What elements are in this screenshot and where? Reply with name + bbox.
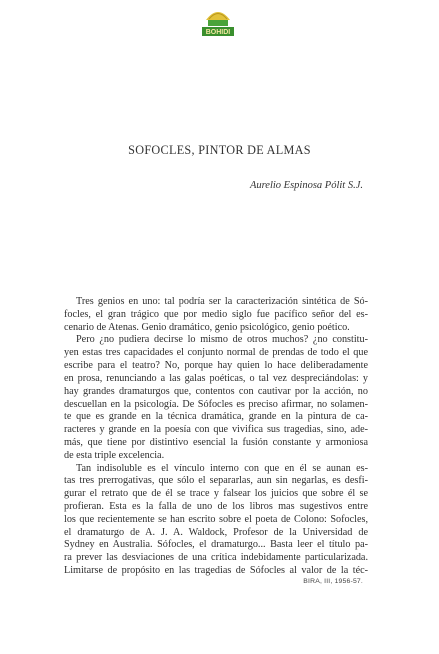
logo-emblem-icon — [200, 6, 236, 40]
body-line: yen estas tres capacidades el conjunto normal de prendas de todo el que — [64, 347, 368, 359]
logo-text: BOHIDI — [205, 29, 231, 37]
journal-citation: BIRA, III, 1956-57. — [303, 578, 363, 585]
author-byline: Aurelio Espinosa Pólit S.J. — [249, 180, 363, 191]
body-line: cenario de Atenas. Genio dramático, genio psicológico, genio poético. — [64, 321, 350, 333]
body-line: de esta triple excelencia. — [64, 449, 165, 461]
body-line: Sydney en Australia. Sófocles, el dramaturgo... Basta leer el título pa- — [64, 539, 368, 551]
body-line: el dramaturgo de A. J. A. Waldock, Profesor de la Universidad de — [64, 526, 368, 538]
body-line: descuellan en la psicología. De Sófocles es preciso afirmar, no solamen- — [64, 398, 368, 410]
logo-upper-band — [208, 20, 228, 26]
body-line: hay grandes dramaturgos que, contentos con cautivar por la acción, no — [64, 385, 368, 397]
body-line: gurar el retrato que de él se trace y falsear los juicios que sobre él se — [64, 488, 368, 500]
body-line: focles, el gran trágico que por medio siglo fue pacífico señor del es- — [64, 308, 368, 320]
body-line: en prosa, renunciando a las galas poéticas, o tal vez despreciándolas: y — [64, 372, 368, 384]
body-line: escribe para el teatro? No, porque hay quien lo hace deliberadamente — [64, 360, 368, 372]
body-line: Pero ¿no pudiera decirse lo mismo de otros muchos? ¿no constitu- — [76, 334, 368, 346]
body-line: tas tres prerrogativas, que sólo el separarlas, aun sin negarlas, es desfi- — [64, 475, 368, 487]
body-line: Limitarse de propósito en las tragedias de Sófocles al valor de la téc- — [64, 565, 368, 577]
body-line: profieran. Esta es la falla de uno de los libros mas sugestivos entre — [64, 501, 368, 512]
body-line: más, que tiene por distintivo esencial la fusión constante y armoniosa — [64, 436, 368, 448]
body-line: los que recientemente se han escrito sobre el poeta de Colono: Sofocles, — [64, 513, 368, 525]
body-line: te que es grande en la técnica dramática, grande en la pintura de ca- — [64, 411, 368, 423]
body-line: Tres genios en uno: tal podría ser la caracterización sintética de Só- — [76, 296, 368, 307]
body-line: Tan indisoluble es el vínculo interno con que en él se aunan es- — [76, 462, 368, 474]
article-title: SOFOCLES, PINTOR DE ALMAS — [128, 143, 311, 157]
logo — [200, 6, 236, 40]
article-body — [64, 296, 368, 578]
body-line: racteres y grande en la poesía con que vivifica sus tragedias, sino, ade- — [64, 424, 368, 436]
body-line: ra prever las desviaciones de una crítica indebidamente particularizada. — [64, 552, 368, 564]
